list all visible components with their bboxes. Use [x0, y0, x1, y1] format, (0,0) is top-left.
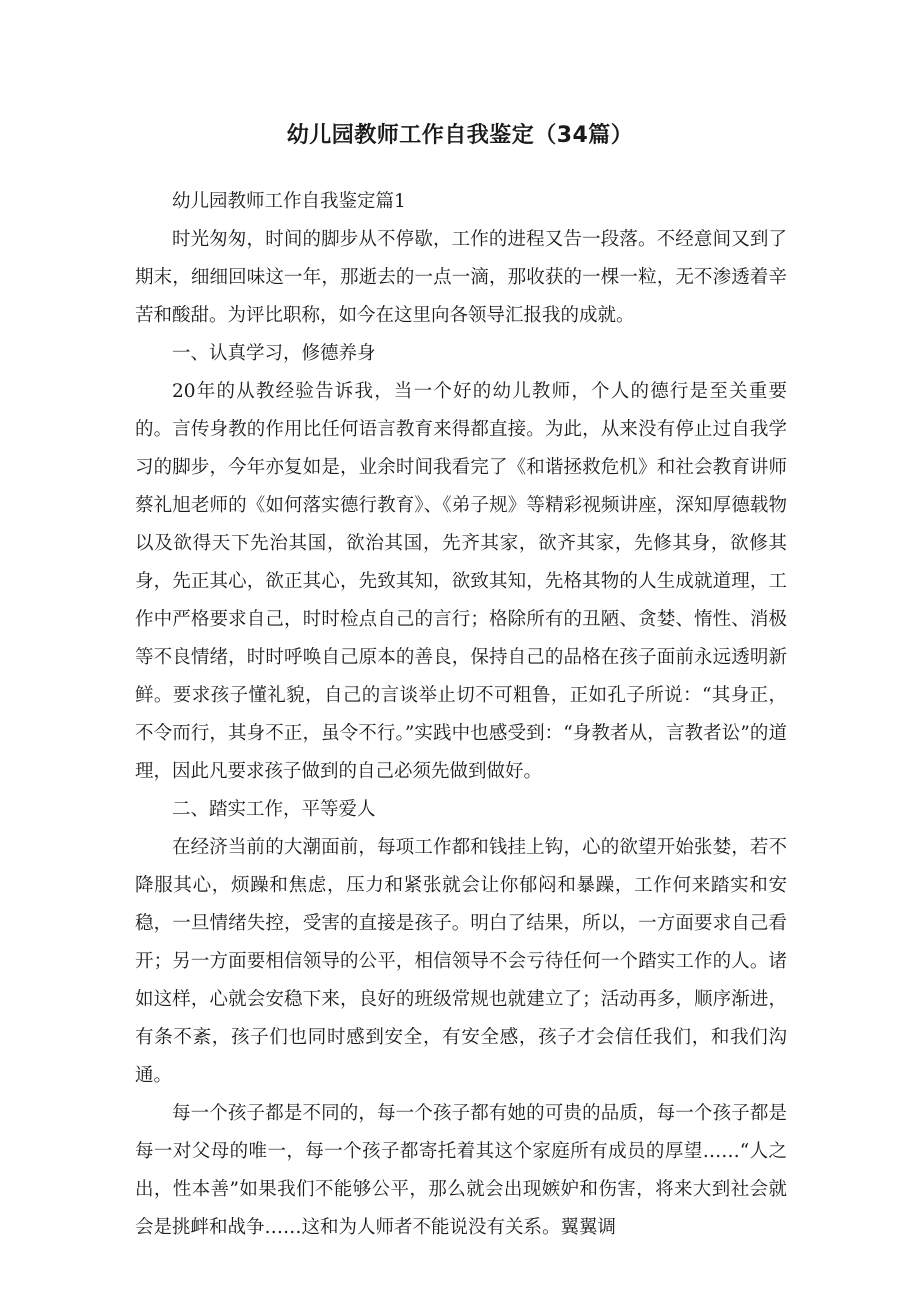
paragraph: 在经济当前的大潮面前，每项工作都和钱挂上钩，心的欲望开始张婪，若不降服其心，烦躁和焦虑，压力和紧张就会让你郁闷和暴躁，工作何来踏实和安稳，一旦情绪失控，受害的直接是孩子。明白了结果，所以，一方面要求自己看开；另一方面要相信领导的公平，相信领导不会亏待任何一个踏实工作的人。诸如这样，心就会安稳下来，良好的班级常规也就建立了；活动再多，顺序渐进，有条不紊，孩子们也同时感到安全，有安全感，孩子才会信任我们，和我们沟通。	[135, 837, 787, 1086]
document-title: 幼儿园教师工作自我鉴定（34篇）	[286, 123, 634, 148]
section-heading: 一、认真学习，修德养身	[172, 343, 376, 364]
section-heading: 二、踏实工作，平等爱人	[172, 799, 376, 820]
section-title: 幼儿园教师工作自我鉴定篇1	[172, 191, 406, 212]
paragraph: 每一个孩子都是不同的，每一个孩子都有她的可贵的品质，每一个孩子都是每一对父母的唯一，每一个孩子都寄托着其这个家庭所有成员的厚望……“人之出，性本善”如果我们不能够公平，那么就会出现嫉妒和伤害，将来大到社会就会是挑衅和战争……这和为人师者不能说没有关系。翼翼调	[135, 1103, 787, 1238]
document-body	[135, 183, 787, 1247]
paragraph: 20年的从教经验告诉我，当一个好的幼儿教师，个人的德行是至关重要的。言传身教的作用比任何语言教育来得都直接。为此，从来没有停止过自我学习的脚步，今年亦复如是，业余时间我看完了《和谐拯救危机》和社会教育讲师蔡礼旭老师的《如何落实德行教育》、《弟子规》等精彩视频讲座，深知厚德载物以及欲得天下先治其国，欲治其国，先齐其家，欲齐其家，先修其身，欲修其身，先正其心，欲正其心，先致其知，欲致其知，先格其物的人生成就道理，工作中严格要求自己，时时检点自己的言行；格除所有的丑陋、贪婪、惰性、消极等不良情绪，时时呼唤自己原本的善良，保持自己的品格在孩子面前永远透明新鲜。要求孩子懂礼貌，自己的言谈举止切不可粗鲁，正如孔子所说：“其身正，不令而行，其身不正，虽令不行。”实践中也感受到：“身教者从，言教者讼”的道理，因此凡要求孩子做到的自己必须先做到做好。	[135, 381, 787, 782]
paragraph: 时光匆匆，时间的脚步从不停歇，工作的进程又告一段落。不经意间又到了期末，细细回味这一年，那逝去的一点一滴，那收获的一棵一粒，无不渗透着辛苦和酸甜。为评比职称，如今在这里向各领导汇报我的成就。	[135, 229, 787, 326]
